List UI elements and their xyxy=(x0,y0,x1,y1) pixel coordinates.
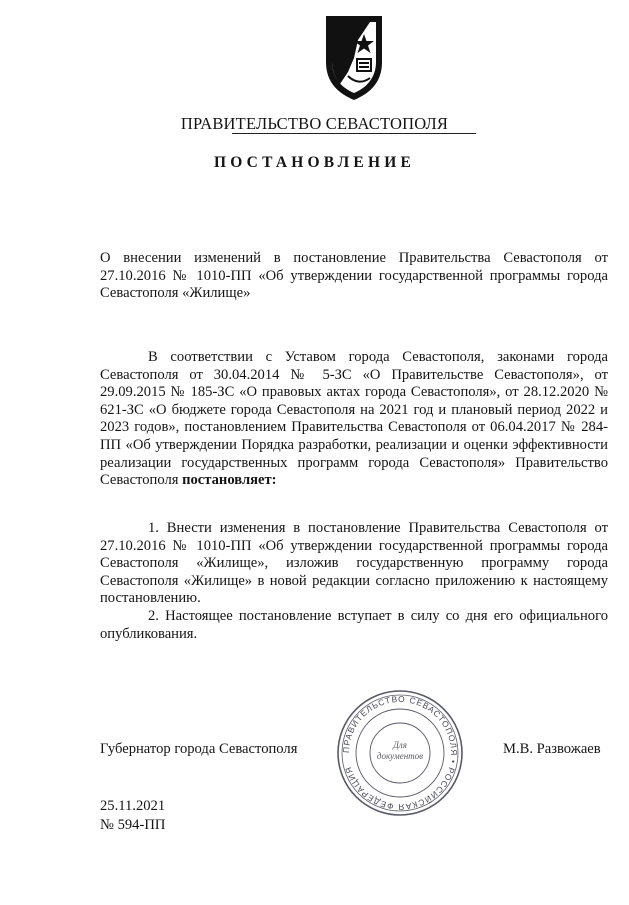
resolution-item-2: 2. Настоящее постановление вступает в силу со дня его официального опубликования. xyxy=(100,607,608,642)
document-number: № 594-ПП xyxy=(100,817,166,833)
header-underline xyxy=(232,133,476,134)
resolution-items xyxy=(100,520,608,643)
document-subject: О внесении изменений в постановление Правительства Севастополя от 27.10.2016 № 1010-ПП «Об утверждении государственной программы города Севастополя «Жилище» xyxy=(100,250,608,302)
signatory-name: М.В. Развожаев xyxy=(503,741,601,757)
document-type-title: ПОСТАНОВЛЕНИЕ xyxy=(213,154,416,171)
seal-center-line-1: Для xyxy=(393,740,407,750)
preamble-paragraph xyxy=(100,349,608,490)
document-date: 25.11.2021 xyxy=(100,798,166,814)
official-seal xyxy=(335,688,465,818)
seal-center-line-2: документов xyxy=(376,751,424,761)
seal-outer-text: ПРАВИТЕЛЬСТВО СЕВАСТОПОЛЯ • РОССИЙСКАЯ ФЕДЕРАЦИЯ xyxy=(340,693,460,813)
document-footer xyxy=(100,797,165,835)
resolution-item-1: 1. Внести изменения в постановление Правительства Севастополя от 27.10.2016 № 1010-ПП «Об утверждении государственной программы города Севастополя «Жилище», изложив государственную программу города Севастополя «Жилище» в новой редакции согласно приложению к настоящему постановлению. xyxy=(100,520,608,607)
sevastopol-emblem-icon xyxy=(318,12,390,102)
preamble-verb: постановляет: xyxy=(182,472,277,489)
preamble-text: В соответствии с Уставом города Севастополя, законами города Севастополя от 30.04.2014 № 5-ЗС «О Правительстве Севастополя», от 29.09.2015 № 185-ЗС «О правовых актах города Севастополя», от 28.12.2020 № 621-ЗС «О бюджете города Севастополя на 2021 год и плановый период 2022 и 2023 годов», постановлением Правительства Севастополя от 06.04.2017 № 284-ПП «Об утверждении Порядка разработки, реализации и оценки эффективности реализации государственных программ города Севастополя» Правительство Севастополя xyxy=(100,349,608,489)
signatory-position: Губернатор города Севастополя xyxy=(100,741,298,757)
organization-name: ПРАВИТЕЛЬСТВО СЕВАСТОПОЛЯ xyxy=(180,114,449,133)
